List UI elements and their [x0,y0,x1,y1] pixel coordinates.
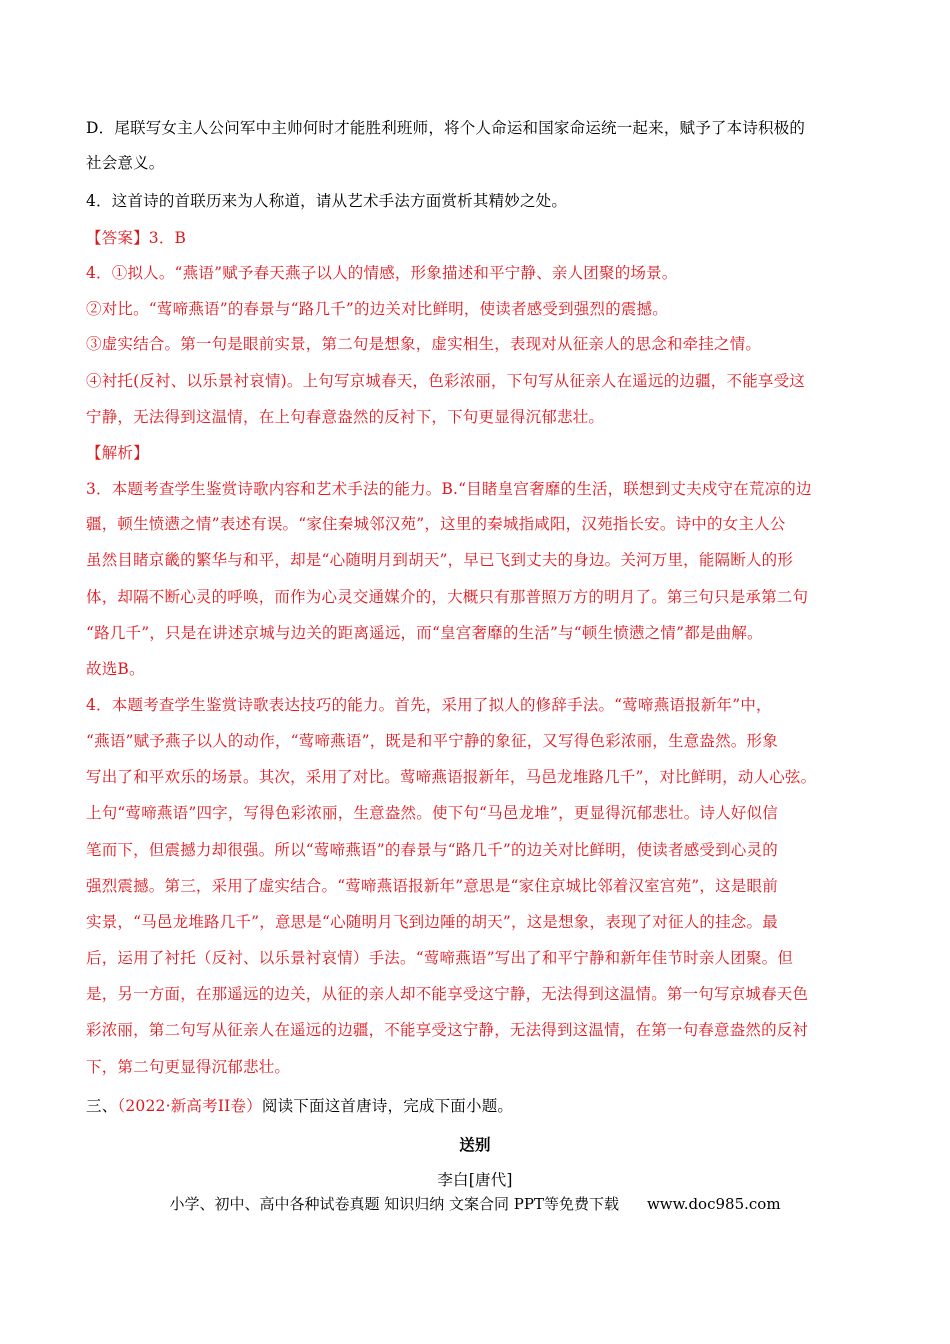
text-line: 宁静，无法得到这温情，在上句春意盎然的反衬下，下句更显得沉郁悲壮。 [86,408,605,426]
text-line: 疆，顿生愤懑之情”表述有误。“家住秦城邻汉苑”，这里的秦城指咸阳，汉苑指长安。诗中的女主人公 [86,515,786,533]
text-line: 是，另一方面，在那遥远的边关，从征的亲人却不能享受这宁静，无法得到这温情。第一句写京城春天色 [86,985,809,1003]
poem-title: 送别 [459,1135,491,1154]
text-line: 实景，“马邑龙堆路几千”，意思是“心随明月飞到边陲的胡天”，这是想象，表现了对征人的挂念。最 [86,913,778,931]
text-line: 写出了和平欢乐的场景。其次，采用了对比。莺啼燕语报新年，马邑龙堆路几千”，对比鲜明，动人心弦。 [86,768,817,786]
text-line: 【答案】3．B [86,229,187,247]
section-source: （2022·新高考II卷） [117,1097,262,1115]
section-prefix: 三、 [86,1097,118,1115]
poem-author: 李白[唐代] [437,1171,513,1189]
text-line: 【解析】 [86,444,149,462]
page-footer [0,1193,950,1214]
text-line: “燕语”赋予燕子以人的动作，“莺啼燕语”，既是和平宁静的象征，又写得色彩浓丽，生意盎然。形象 [86,732,778,750]
footer-url[interactable]: www.doc985.com [646,1195,781,1213]
text-line: 体，却隔不断心灵的呼唤，而作为心灵交通媒介的，大概只有那普照万方的明月了。第三句只是承第二句 [86,588,809,606]
text-line: 虽然目睹京畿的繁华与和平，却是“心随明月到胡天”，早已飞到丈夫的身边。关河万里，能隔断人的形 [86,551,794,569]
text-line: 3．本题考查学生鉴赏诗歌内容和艺术手法的能力。B.“目睹皇宫奢靡的生活，联想到丈夫戍守在荒凉的边 [86,480,812,498]
footer-text: 小学、初中、高中各种试卷真题 知识归纳 文案合同 PPT等免费下载 [169,1195,619,1213]
text-line: 4．本题考查学生鉴赏诗歌表达技巧的能力。首先，采用了拟人的修辞手法。“莺啼燕语报新年”中， [86,696,772,714]
section-three-heading [86,1094,513,1116]
text-line: 彩浓丽，第二句写从征亲人在遥远的边疆，不能享受这宁静，无法得到这温情，在第一句春意盎然的反衬 [86,1021,809,1039]
text-line: 故选B。 [86,660,145,678]
text-line: 下，第二句更显得沉郁悲壮。 [86,1058,291,1076]
text-line: “路几千”，只是在讲述京城与边关的距离遥远，而“皇宫奢靡的生活”与“顿生愤懑之情”都是曲解。 [86,624,763,642]
text-line: ②对比。“莺啼燕语”的春景与“路几千”的边关对比鲜明，使读者感受到强烈的震撼。 [86,300,668,318]
text-line: 笔而下，但震撼力却很强。所以“莺啼燕语”的春景与“路几千”的边关对比鲜明，使读者感受到心灵的 [86,841,778,859]
section-instruction: 阅读下面这首唐诗，完成下面小题。 [261,1097,514,1115]
text-line: D．尾联写女主人公问军中主帅何时才能胜利班师，将个人命运和国家命运统一起来，赋予了本诗积极的 [86,119,806,137]
text-line: 强烈震撼。第三，采用了虚实结合。“莺啼燕语报新年”意思是“家住京城比邻着汉室宫苑”，这是眼前 [86,877,778,895]
text-line: 后，运用了衬托（反衬、以乐景衬哀情）手法。“莺啼燕语”写出了和平宁静和新年佳节时亲人团聚。但 [86,949,794,967]
text-line: 上句“莺啼燕语”四字，写得色彩浓丽，生意盎然。使下句“马邑龙堆”，更显得沉郁悲壮。诗人好似信 [86,804,778,822]
text-line: 4．这首诗的首联历来为人称道，请从艺术手法方面赏析其精妙之处。 [86,192,568,210]
text-line: ④衬托(反衬、以乐景衬哀情)。上句写京城春天，色彩浓丽，下句写从征亲人在遥远的边疆，不能享受这 [86,372,805,390]
text-line: 4．①拟人。“燕语”赋予春天燕子以人的情感，形象描述和平宁静、亲人团聚的场景。 [86,264,678,282]
text-line: 社会意义。 [86,154,165,172]
text-line: ③虚实结合。第一句是眼前实景，第二句是想象，虚实相生，表现对从征亲人的思念和牵挂之情。 [86,335,762,353]
